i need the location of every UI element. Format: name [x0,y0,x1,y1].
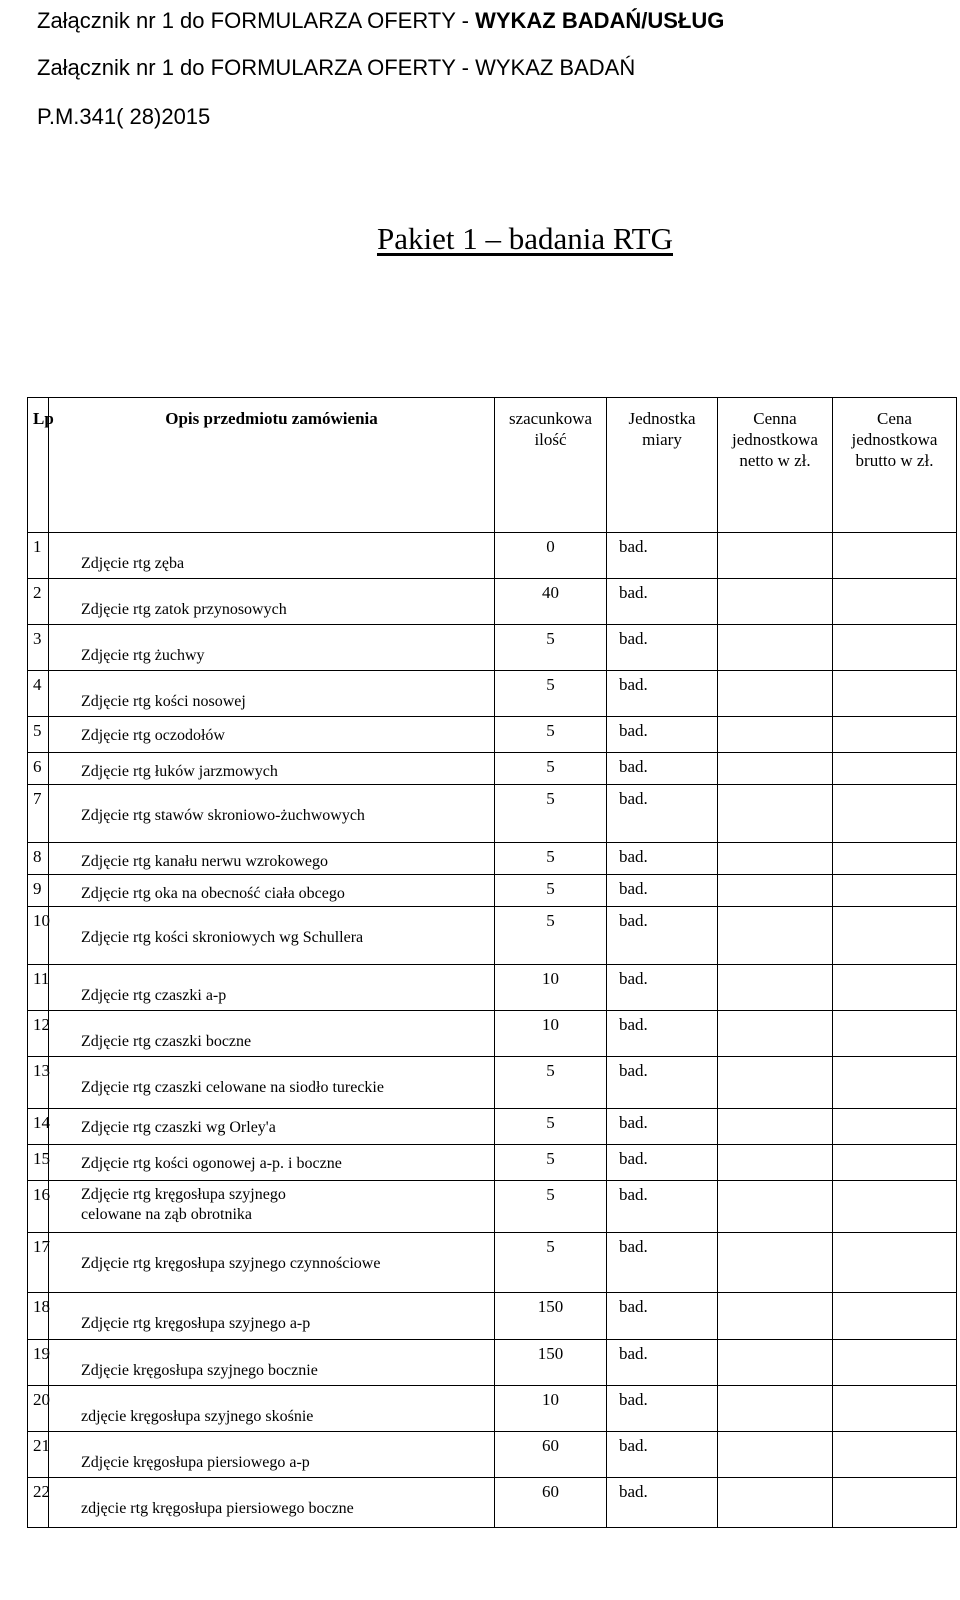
row-lp: 18 [28,1293,49,1340]
row-unit: bad. [607,1293,718,1340]
row-gross-price [833,717,957,753]
package-title: Pakiet 1 – badania RTG [376,221,673,256]
row-unit: bad. [607,1145,718,1181]
row-description: Zdjęcie rtg stawów skroniowo-żuchwowych [49,785,495,843]
row-unit: bad. [607,1011,718,1057]
row-unit: bad. [607,1386,718,1432]
table-row [28,907,957,965]
col-header-unit: Jednostka miary [607,398,718,533]
row-net-price [718,1109,833,1145]
row-lp: 20 [28,1386,49,1432]
row-gross-price [833,579,957,625]
table-row [28,1145,957,1181]
row-quantity: 10 [495,965,607,1011]
services-table [27,397,957,1528]
row-net-price [718,671,833,717]
table-row [28,1293,957,1340]
row-unit: bad. [607,625,718,671]
row-quantity: 5 [495,843,607,875]
row-quantity: 5 [495,1181,607,1233]
row-lp: 15 [28,1145,49,1181]
row-gross-price [833,1340,957,1386]
row-lp: 13 [28,1057,49,1109]
row-gross-price [833,671,957,717]
row-lp: 16 [28,1181,49,1233]
row-net-price [718,1432,833,1478]
row-unit: bad. [607,1233,718,1293]
row-unit: bad. [607,533,718,579]
row-quantity: 5 [495,625,607,671]
row-gross-price [833,907,957,965]
table-row [28,875,957,907]
row-lp: 4 [28,671,49,717]
row-gross-price [833,965,957,1011]
row-unit: bad. [607,1057,718,1109]
row-description: Zdjęcie kręgosłupa szyjnego bocznie [49,1340,495,1386]
row-net-price [718,1340,833,1386]
row-lp: 22 [28,1478,49,1528]
row-net-price [718,1233,833,1293]
row-lp: 3 [28,625,49,671]
row-description: Zdjęcie rtg kręgosłupa szyjnego a-p [49,1293,495,1340]
attachment-heading-1 [37,8,724,34]
row-net-price [718,1057,833,1109]
row-net-price [718,1181,833,1233]
row-quantity: 5 [495,753,607,785]
table-row [28,579,957,625]
col-header-quantity: szacunkowa ilość [495,398,607,533]
row-quantity: 5 [495,1145,607,1181]
row-gross-price [833,1181,957,1233]
table-row [28,1057,957,1109]
attachment-heading-1-prefix: Załącznik nr 1 do FORMULARZA OFERTY - [37,8,476,33]
row-unit: bad. [607,1109,718,1145]
row-gross-price [833,1386,957,1432]
row-quantity: 5 [495,907,607,965]
row-quantity: 5 [495,1233,607,1293]
table-header-row [28,398,957,533]
row-description: Zdjęcie rtg kanału nerwu wzrokowego [49,843,495,875]
row-lp: 12 [28,1011,49,1057]
row-quantity: 60 [495,1478,607,1528]
table-row [28,753,957,785]
row-description: Zdjęcie rtg zęba [49,533,495,579]
row-unit: bad. [607,717,718,753]
row-net-price [718,1386,833,1432]
row-quantity: 5 [495,785,607,843]
row-unit: bad. [607,671,718,717]
row-net-price [718,843,833,875]
row-unit: bad. [607,1432,718,1478]
row-gross-price [833,1293,957,1340]
row-lp: 2 [28,579,49,625]
row-description: Zdjęcie rtg kości ogonowej a-p. i boczne [49,1145,495,1181]
row-unit: bad. [607,907,718,965]
row-description: Zdjęcie rtg kości skroniowych wg Schullera [49,907,495,965]
col-header-lp: Lp [28,398,49,533]
row-gross-price [833,785,957,843]
row-quantity: 10 [495,1386,607,1432]
row-description: Zdjęcie rtg czaszki wg Orley'a [49,1109,495,1145]
table-row [28,1109,957,1145]
table-row [28,1478,957,1528]
row-quantity: 5 [495,875,607,907]
row-gross-price [833,1432,957,1478]
table-row [28,965,957,1011]
row-net-price [718,1145,833,1181]
row-description: Zdjęcie rtg żuchwy [49,625,495,671]
row-lp: 1 [28,533,49,579]
table-row [28,1386,957,1432]
row-lp: 14 [28,1109,49,1145]
table-row [28,1181,957,1233]
row-quantity: 150 [495,1340,607,1386]
table-row [28,843,957,875]
row-lp: 8 [28,843,49,875]
row-description: Zdjęcie rtg kręgosłupa szyjnego celowane na ząb obrotnika [49,1181,495,1233]
row-lp: 19 [28,1340,49,1386]
row-unit: bad. [607,965,718,1011]
row-net-price [718,875,833,907]
row-quantity: 60 [495,1432,607,1478]
row-lp: 10 [28,907,49,965]
row-description: Zdjęcie rtg czaszki boczne [49,1011,495,1057]
row-lp: 6 [28,753,49,785]
row-quantity: 5 [495,1057,607,1109]
row-net-price [718,1011,833,1057]
table-row [28,625,957,671]
row-gross-price [833,1145,957,1181]
row-gross-price [833,875,957,907]
row-gross-price [833,1233,957,1293]
row-net-price [718,579,833,625]
row-lp: 11 [28,965,49,1011]
row-description: Zdjęcie rtg kości nosowej [49,671,495,717]
row-net-price [718,907,833,965]
row-gross-price [833,1109,957,1145]
row-description: zdjęcie rtg kręgosłupa piersiowego boczne [49,1478,495,1528]
attachment-heading-1-bold: WYKAZ BADAŃ/USŁUG [475,8,725,33]
row-lp: 5 [28,717,49,753]
col-header-gross-price: Cena jednostkowa brutto w zł. [833,398,957,533]
row-unit: bad. [607,579,718,625]
row-description: Zdjęcie kręgosłupa piersiowego a-p [49,1432,495,1478]
row-description: Zdjęcie rtg czaszki celowane na siodło tureckie [49,1057,495,1109]
table-row [28,785,957,843]
row-quantity: 10 [495,1011,607,1057]
row-net-price [718,965,833,1011]
row-net-price [718,785,833,843]
row-unit: bad. [607,785,718,843]
row-description: Zdjęcie rtg oczodołów [49,717,495,753]
row-lp: 9 [28,875,49,907]
row-unit: bad. [607,1478,718,1528]
row-unit: bad. [607,753,718,785]
row-unit: bad. [607,843,718,875]
row-gross-price [833,1011,957,1057]
row-gross-price [833,753,957,785]
row-quantity: 5 [495,717,607,753]
row-lp: 17 [28,1233,49,1293]
row-gross-price [833,625,957,671]
row-description: Zdjęcie rtg zatok przynosowych [49,579,495,625]
table-row [28,1011,957,1057]
row-lp: 21 [28,1432,49,1478]
row-quantity: 0 [495,533,607,579]
table-row [28,1340,957,1386]
row-gross-price [833,1478,957,1528]
row-gross-price [833,1057,957,1109]
row-net-price [718,625,833,671]
row-quantity: 5 [495,1109,607,1145]
table-row [28,1233,957,1293]
row-quantity: 150 [495,1293,607,1340]
attachment-heading-2: Załącznik nr 1 do FORMULARZA OFERTY - WYKAZ BADAŃ [37,55,636,80]
row-quantity: 5 [495,671,607,717]
row-description: Zdjęcie rtg łuków jarzmowych [49,753,495,785]
row-net-price [718,1293,833,1340]
row-quantity: 40 [495,579,607,625]
table-row [28,671,957,717]
col-header-description: Opis przedmiotu zamówienia [49,398,495,533]
table-row [28,533,957,579]
row-unit: bad. [607,1181,718,1233]
row-net-price [718,533,833,579]
row-description: Zdjęcie rtg czaszki a-p [49,965,495,1011]
row-description: Zdjęcie rtg kręgosłupa szyjnego czynnościowe [49,1233,495,1293]
reference-number: P.M.341( 28)2015 [37,104,211,129]
row-unit: bad. [607,1340,718,1386]
row-net-price [718,753,833,785]
row-gross-price [833,533,957,579]
row-net-price [718,717,833,753]
table-row [28,717,957,753]
row-lp: 7 [28,785,49,843]
row-description: Zdjęcie rtg oka na obecność ciała obcego [49,875,495,907]
row-unit: bad. [607,875,718,907]
row-gross-price [833,843,957,875]
row-description: zdjęcie kręgosłupa szyjnego skośnie [49,1386,495,1432]
table-row [28,1432,957,1478]
row-net-price [718,1478,833,1528]
col-header-net-price: Cenna jednostkowa netto w zł. [718,398,833,533]
